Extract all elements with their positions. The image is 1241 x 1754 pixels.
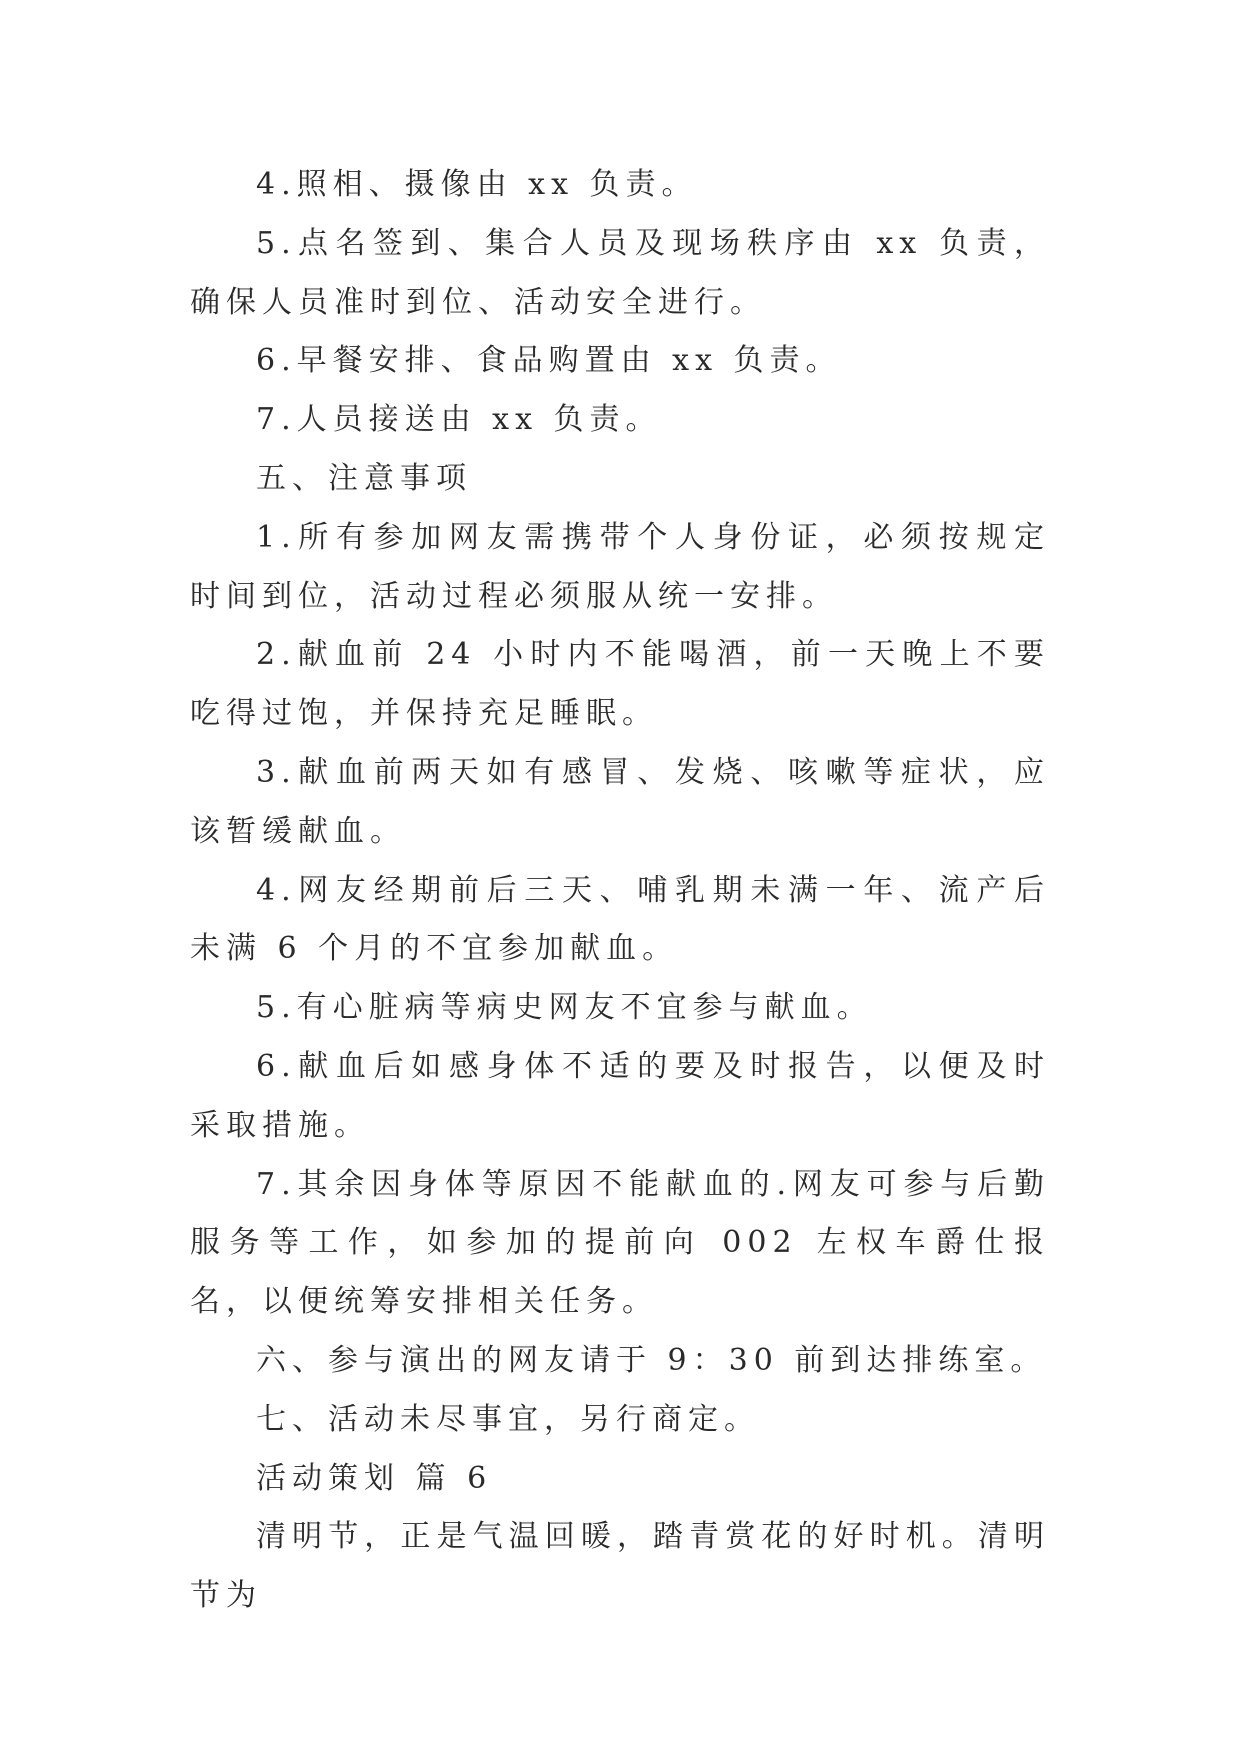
paragraph-note-heart: 5.有心脏病等病史网友不宜参与献血。 bbox=[256, 990, 873, 1026]
paragraph-duty-breakfast: 6.早餐安排、食品购置由 xx 负责。 bbox=[256, 343, 842, 379]
section-heading-other: 七、活动未尽事宜，另行商定。 bbox=[256, 1401, 760, 1437]
paragraph-note-alcohol: 2.献血前 24 小时内不能喝酒，前一天晚上不要吃得过饱，并保持充足睡眠。 bbox=[190, 637, 1050, 732]
paragraph-duty-signin: 5.点名签到、集合人员及现场秩序由 xx 负责，确保人员准时到位、活动安全进行。 bbox=[190, 225, 1050, 320]
paragraph-note-discomfort: 6.献血后如感身体不适的要及时报告，以便及时采取措施。 bbox=[190, 1048, 1050, 1143]
paragraph-duty-photo: 4.照相、摄像由 xx 负责。 bbox=[256, 167, 698, 202]
paragraph-note-id-card: 1.所有参加网友需携带个人身份证，必须按规定时间到位，活动过程必须服从统一安排。 bbox=[190, 519, 1050, 614]
paragraph-qingming-intro: 清明节，正是气温回暖，踏青赏花的好时机。清明节为 bbox=[190, 1519, 1050, 1614]
paragraph-note-illness: 3.献血前两天如有感冒、发烧、咳嗽等症状，应该暂缓献血。 bbox=[190, 754, 1050, 849]
paragraph-duty-transport: 7.人员接送由 xx 负责。 bbox=[256, 402, 662, 438]
paragraph-note-logistics: 7.其余因身体等原因不能献血的.网友可参与后勤服务等工作，如参加的提前向 002 左权车爵仕报名，以便统筹安排相关任务。 bbox=[190, 1166, 1050, 1320]
section-heading-performance: 六、参与演出的网友请于 9：30 前到达排练室。 bbox=[256, 1342, 1047, 1378]
document-body bbox=[190, 156, 1050, 1626]
article-heading-plan-6: 活动策划 篇 6 bbox=[256, 1460, 493, 1496]
paragraph-note-female: 4.网友经期前后三天、哺乳期未满一年、流产后未满 6 个月的不宜参加献血。 bbox=[190, 872, 1050, 967]
section-heading-notes: 五、注意事项 bbox=[256, 460, 472, 496]
